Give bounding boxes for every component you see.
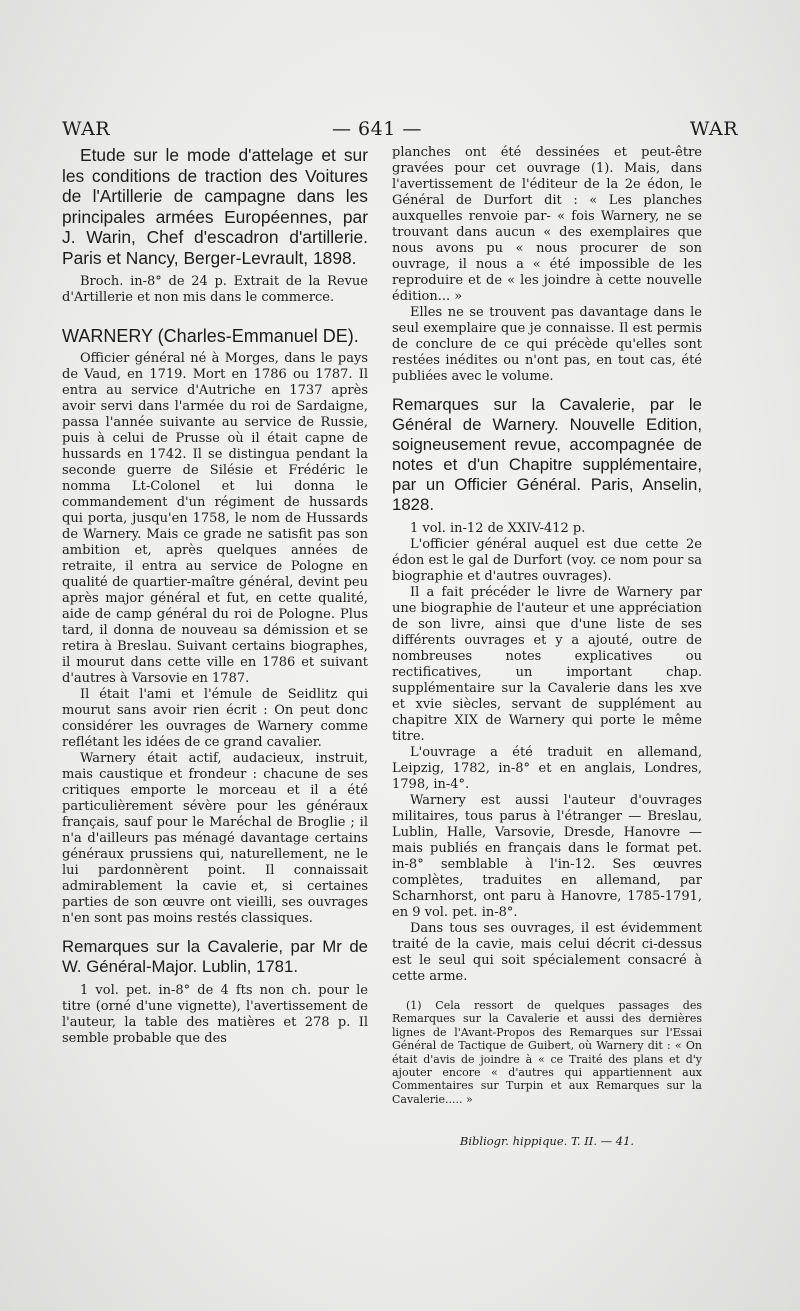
remarques-1828-title: Remarques sur la Cavalerie, par le Général de Warnery. Nouvelle Edition, soigneusement revue, accompagnée de notes et d'un Chapitre supplémentaire, par un Officier Général. Paris, Anselin, 1828. [392,395,702,514]
left-column [62,145,368,1047]
remarques-1828-paragraph-3: L'ouvrage a été traduit en allemand, Leipzig, 1782, in-8° et en anglais, Londres, 1798, in-4°. [392,745,702,792]
signature-line: Bibliogr. hippique. T. II. — 41. [459,1134,635,1149]
biography-paragraph-3: Warnery était actif, audacieux, instruit, mais caustique et frondeur : chacune de ses critiques emporte le morceau et il a été particulièrement sévère pour les généraux français, sauf pour le Maréchal de Broglie ; il n'a d'ailleurs pas ménagé davantage certains généraux prussiens qui, naturellement, ne le lui pardonnèrent point. Il connaissait admirablement la cavie et, si certaines parties de son œuvre ont vieilli, ses ouvrages n'en sont pas moins restés classiques. [62,750,368,926]
page-header [62,118,738,148]
remarques-1781-description: 1 vol. pet. in-8° de 4 fts non ch. pour le titre (orné d'une vignette), l'avertissement de l'auteur, la table des matières et 278 p. Il semble probable que des [62,982,368,1046]
etude-description: Broch. in-8° de 24 p. Extrait de la Revue d'Artillerie et non mis dans le commerce. [62,274,368,305]
biography-paragraph-2: Il était l'ami et l'émule de Seidlitz qui mourut sans avoir rien écrit : On peut donc considérer les ouvrages de Warnery comme reflétant les idées de ce grand cavalier. [62,686,368,750]
continuation-paragraph-1: planches ont été dessinées et peut-être gravées pour cet ouvrage (1). Mais, dans l'avertissement de l'éditeur de la 2e édon, le Général de Durfort dit : « Les planches auxquelles renvoie par- « fois Warnery, ne se trouvant dans aucun « des exemplaires que nous avons pu « nous procurer de son ouvrage, il nous a « été impossible de les reproduire et de « les joindre à cette nouvelle édition... » [392,145,702,304]
page-number: — 641 — [332,118,422,140]
entry-heading-warnery: WARNERY (Charles-Emmanuel DE). [62,326,359,346]
right-column [392,145,702,1148]
biography-paragraph-1: Officier général né à Morges, dans le pays de Vaud, en 1719. Mort en 1786 ou 1787. Il entra au service d'Autriche en 1737 après avoir servi dans l'armée du roi de Sardaigne, passa l'année suivante au service de Russie, puis à celui de Prusse où il était capne de hussards en 1742. Il se distingua pendant la seconde guerre de Silésie et Frédéric le nomma Lt-Colonel et lui donna le commandement d'un régiment de hussards qui porta, jusqu'en 1758, le nom de Hussards de Warnery. Mais ce grade ne satisfit pas son ambition et, après quelques années de retraite, il entra au service de Pologne en qualité de quartier-maître général, devint peu après major général et fut, en cette qualité, aide de camp général du roi de Pologne. Plus tard, il donna de nouveau sa démission et se retira à Breslau. Suivant certains biographes, il mourut dans cette ville en 1786 et suivant d'autres à Varsovie en 1787. [62,350,368,686]
remarques-1828-paragraph-5: Dans tous ses ouvrages, il est évidemment traité de la cavie, mais celui décrit ci-dessus est le seul qui soit spécialement consacré à cette arme. [392,921,702,984]
footnote: (1) Cela ressort de quelques passages des Remarques sur la Cavalerie et aussi des dernières lignes de l'Avant-Propos des Remarques sur l'Essai Général de Tactique de Guibert, où Warnery dit : « On était d'avis de joindre à « ce Traité des plans et d'y ajouter encore « d'autres qui appartiennent aux Commentaires sur Turpin et aux Remarques sur la Cavalerie..... » [392,999,702,1106]
header-right-word: WAR [689,118,738,140]
continuation-paragraph-2: Elles ne se trouvent pas davantage dans le seul exemplaire que je connaisse. Il est permis de conclure de ce qui précède qu'elles sont restées inédites ou n'ont pas, en tout cas, été publiées avec le volume. [392,305,702,384]
remarques-1828-paragraph-4: Warnery est aussi l'auteur d'ouvrages militaires, tous parus à l'étranger — Breslau, Lublin, Halle, Varsovie, Dresde, Hanovre — mais publiés en français dans le format pet. in-8° semblable à l'in-12. Ses œuvres complètes, traduites en allemand, par Scharnhorst, ont paru à Hanovre, 1785-1791, en 9 vol. pet. in-8°. [392,793,702,920]
header-left-word: WAR [62,118,111,140]
remarques-1781-title: Remarques sur la Cavalerie, par Mr de W. Général-Major. Lublin, 1781. [62,936,368,976]
remarques-1828-paragraph-2: Il a fait précéder le livre de Warnery par une biographie de l'auteur et une appréciation de son livre, ainsi que d'une liste de ses différents ouvrages et y a ajouté, outre de nombreuses notes explicatives ou rectificatives, un important chap. supplémentaire sur la Cavalerie dans les xve et xvie siècles, servant de supplément au chapitre XIX de Warnery qui porte le même titre. [392,585,702,744]
remarques-1828-paragraph-1: L'officier général auquel est due cette 2e édon est le gal de Durfort (voy. ce nom pour sa biographie et d'autres ouvrages). [392,537,702,584]
remarques-1828-description: 1 vol. in-12 de XXIV-412 p. [410,521,586,536]
etude-title: Etude sur le mode d'attelage et sur les conditions de traction des Voitures de l'Artillerie de campagne dans les principales armées Européennes, par J. Warin, Chef d'escadron d'artillerie. Paris et Nancy, Berger-Levrault, 1898. [62,145,368,268]
